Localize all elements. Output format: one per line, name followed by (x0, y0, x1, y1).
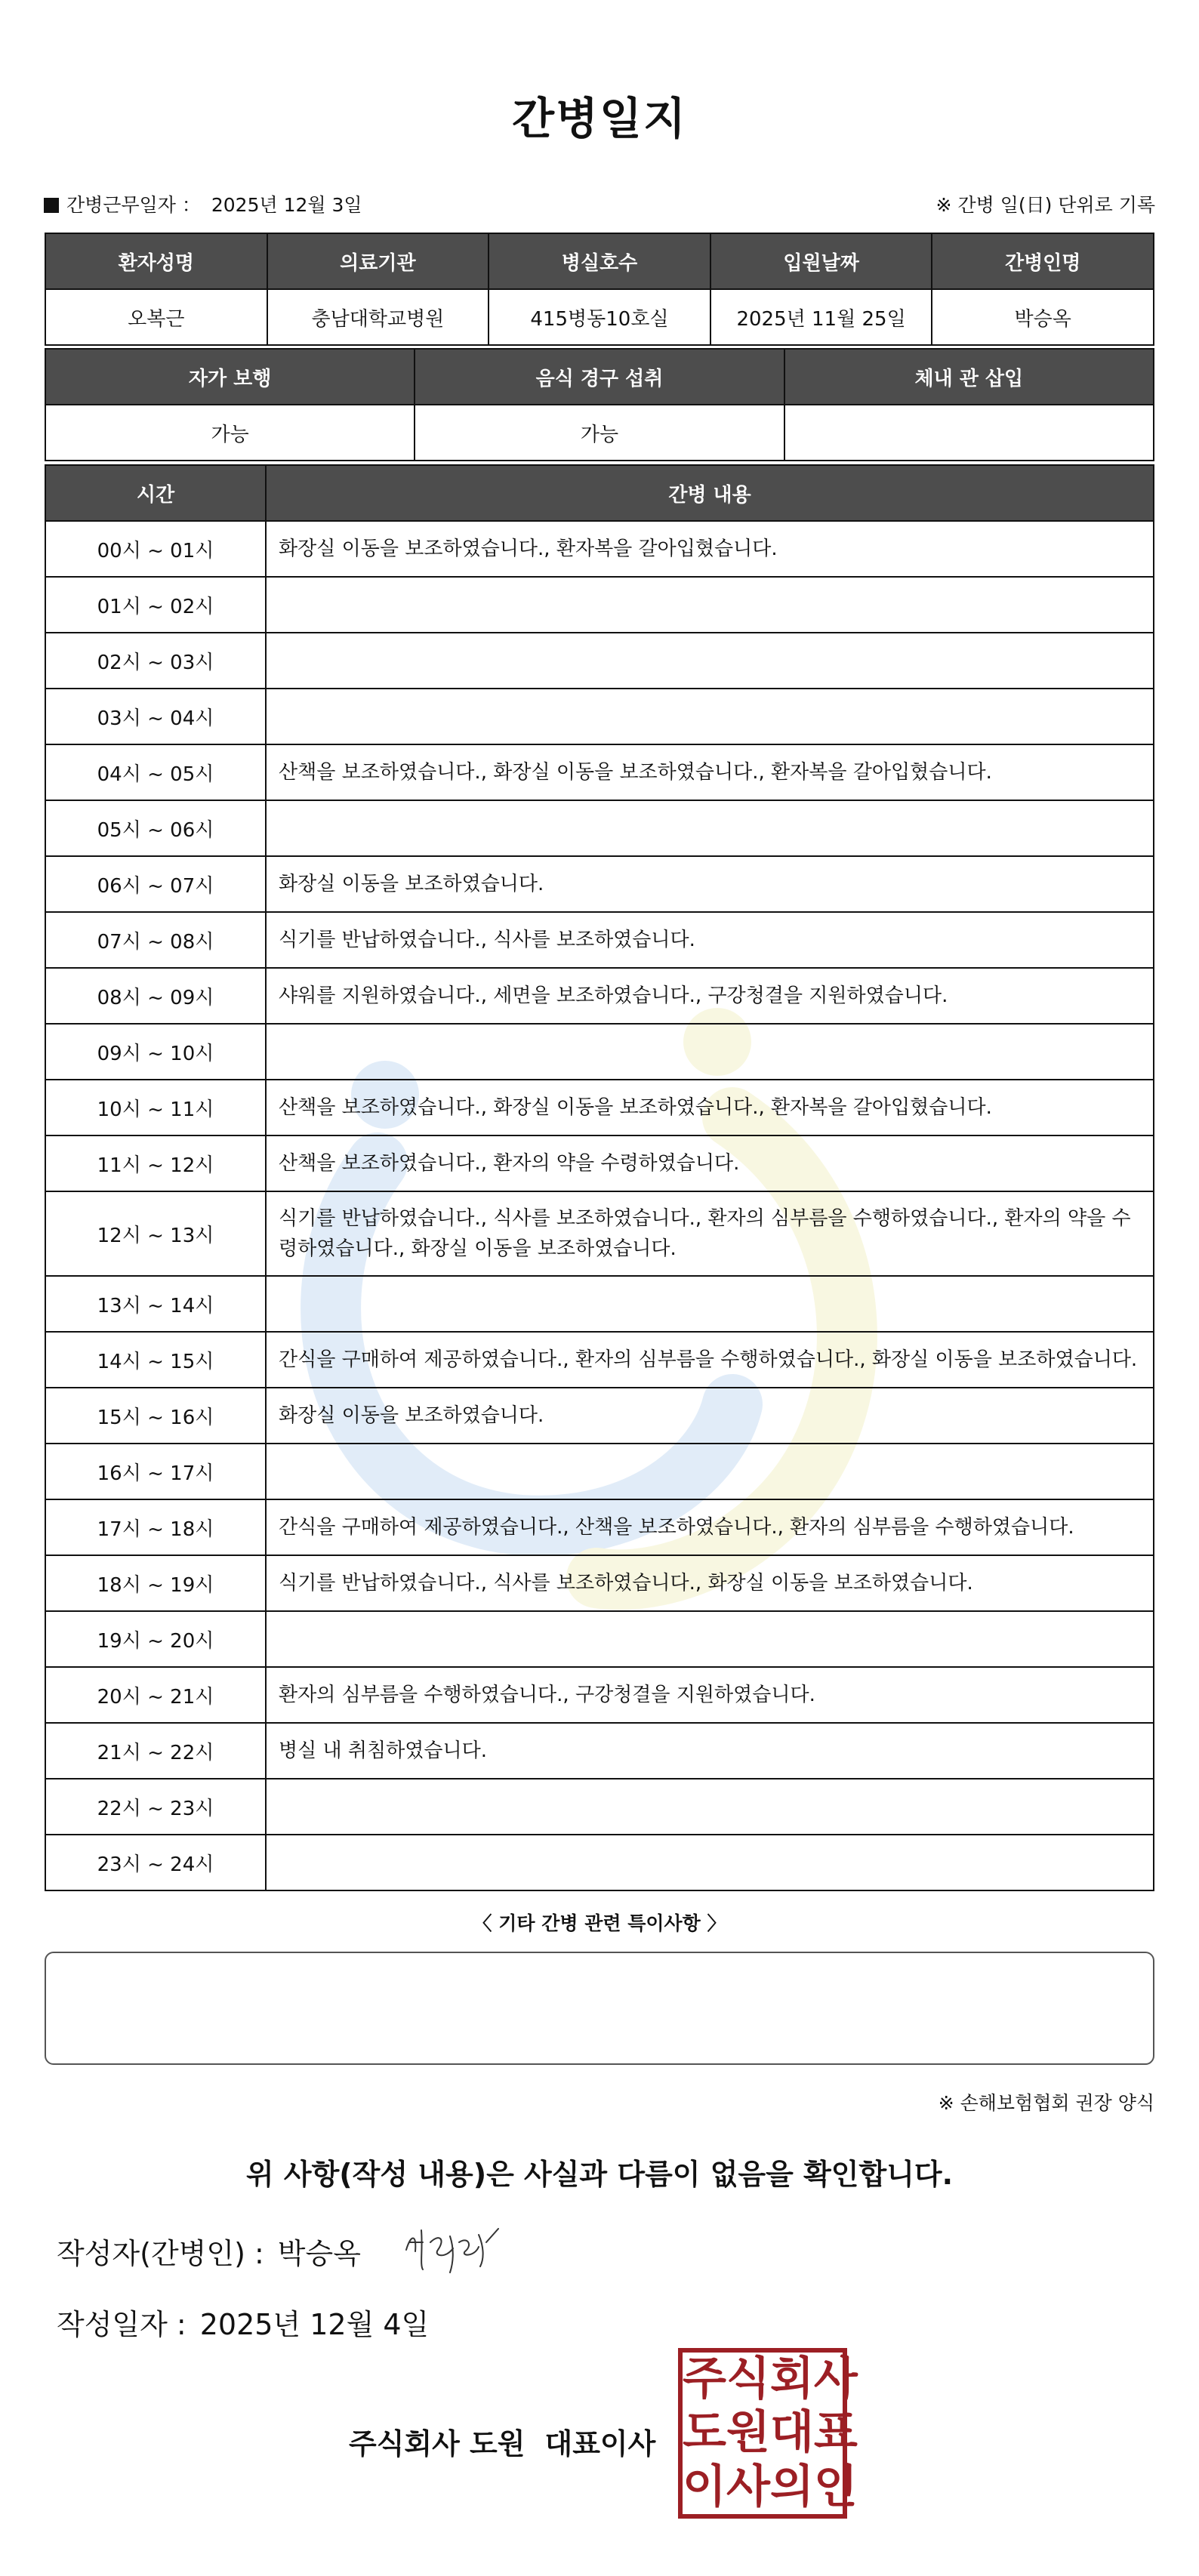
table-row (45, 1135, 1154, 1191)
time-slot: 01시 ~ 02시 (45, 577, 266, 633)
care-content: 식기를 반납하였습니다., 식사를 보조하였습니다., 환자의 심부름을 수행하였습니다., 환자의 약을 수령하였습니다., 화장실 이동을 보조하였습니다. (266, 1191, 1154, 1276)
care-content: 산책을 보조하였습니다., 화장실 이동을 보조하였습니다., 환자복을 갈아입혔습니다. (266, 744, 1154, 800)
care-content: 화장실 이동을 보조하였습니다. (266, 1388, 1154, 1444)
header-time: 시간 (45, 465, 266, 521)
time-slot: 03시 ~ 04시 (45, 689, 266, 744)
care-content: 환자의 심부름을 수행하였습니다., 구강청결을 지원하였습니다. (266, 1667, 1154, 1723)
table-row (45, 856, 1154, 912)
care-content (266, 577, 1154, 633)
confirmation-statement: 위 사항(작성 내용)은 사실과 다름이 없음을 확인합니다. (245, 2158, 954, 2191)
writer-name: 박승옥 (277, 2237, 361, 2270)
time-slot: 21시 ~ 22시 (45, 1723, 266, 1779)
seal-char: 이 (683, 2460, 726, 2513)
work-date-value: 2025년 12월 3일 (211, 194, 362, 216)
seal-char: 회 (769, 2353, 814, 2405)
care-content: 간식을 구매하여 제공하였습니다., 산책을 보조하였습니다., 환자의 심부름을 수행하였습니다. (266, 1499, 1154, 1555)
table-header-row (45, 465, 1154, 521)
written-date-value: 2025년 12월 4일 (199, 2308, 430, 2341)
care-content (266, 1444, 1154, 1499)
room-number: 415병동10호실 (489, 289, 710, 345)
care-content: 간식을 구매하여 제공하였습니다., 환자의 심부름을 수행하였습니다., 화장실 이동을 보조하였습니다. (266, 1332, 1154, 1388)
time-slot: 15시 ~ 16시 (45, 1388, 266, 1444)
time-slot: 12시 ~ 13시 (45, 1191, 266, 1276)
care-content: 화장실 이동을 보조하였습니다. (266, 856, 1154, 912)
writer-label: 작성자(간병인) : (57, 2237, 264, 2270)
written-date-label: 작성일자 : (57, 2308, 186, 2341)
time-slot: 23시 ~ 24시 (45, 1835, 266, 1890)
seal-char: 원 (726, 2406, 770, 2460)
table-row (45, 405, 1154, 461)
seal-char: 사 (726, 2460, 770, 2513)
time-slot: 16시 ~ 17시 (45, 1444, 266, 1499)
care-content (266, 689, 1154, 744)
table-row (45, 1388, 1154, 1444)
time-slot: 14시 ~ 15시 (45, 1332, 266, 1388)
care-content (266, 1779, 1154, 1835)
header-admission-date: 입원날짜 (710, 233, 932, 289)
seal-char: 사 (813, 2353, 858, 2405)
table-header-row (45, 233, 1154, 289)
header-self-walking: 자가 보행 (45, 349, 415, 405)
ceo-title: 대표이사 (544, 2427, 656, 2460)
time-slot: 07시 ~ 08시 (45, 912, 266, 968)
care-content: 산책을 보조하였습니다., 환자의 약을 수령하였습니다. (266, 1135, 1154, 1191)
table-row (45, 1191, 1154, 1276)
time-slot: 17시 ~ 18시 (45, 1499, 266, 1555)
table-row (45, 1499, 1154, 1555)
time-slot: 11시 ~ 12시 (45, 1135, 266, 1191)
patient-name: 오복근 (45, 289, 267, 345)
hospital: 충남대학교병원 (267, 289, 489, 345)
time-slot: 13시 ~ 14시 (45, 1276, 266, 1332)
time-slot: 10시 ~ 11시 (45, 1080, 266, 1135)
seal-char: 대 (769, 2406, 814, 2460)
care-content: 병실 내 취침하였습니다. (266, 1723, 1154, 1779)
oral-intake-value: 가능 (415, 405, 784, 461)
care-content: 식기를 반납하였습니다., 식사를 보조하였습니다. (266, 912, 1154, 968)
table-row (45, 968, 1154, 1024)
admission-date: 2025년 11월 25일 (710, 289, 932, 345)
header-hospital: 의료기관 (267, 233, 489, 289)
table-row (45, 1667, 1154, 1723)
care-content (266, 800, 1154, 856)
special-notes-title: 〈 기타 간병 관련 특이사항 〉 (473, 1912, 726, 1934)
header-tube-insertion: 체내 관 삽입 (784, 349, 1154, 405)
time-slot: 09시 ~ 10시 (45, 1024, 266, 1080)
table-row (45, 1779, 1154, 1835)
care-content (266, 1611, 1154, 1667)
table-row (45, 1555, 1154, 1611)
tube-insertion-value (784, 405, 1154, 461)
time-slot: 08시 ~ 09시 (45, 968, 266, 1024)
patient-info-table (45, 233, 1154, 346)
table-row (45, 1276, 1154, 1332)
work-date-label: 간병근무일자 ： (66, 194, 201, 216)
care-log-table (45, 464, 1154, 1891)
seal-char: 인 (813, 2460, 858, 2513)
seal-char: 표 (813, 2406, 858, 2460)
special-notes-box (45, 1952, 1154, 2065)
care-content: 식기를 반납하였습니다., 식사를 보조하였습니다., 화장실 이동을 보조하였습니다. (266, 1555, 1154, 1611)
table-row (45, 1444, 1154, 1499)
time-slot: 00시 ~ 01시 (45, 521, 266, 577)
time-slot: 02시 ~ 03시 (45, 633, 266, 689)
care-content: 화장실 이동을 보조하였습니다., 환자복을 갈아입혔습니다. (266, 521, 1154, 577)
work-date-row (44, 190, 1155, 223)
table-row (45, 577, 1154, 633)
time-slot: 20시 ~ 21시 (45, 1667, 266, 1723)
signature-icon (400, 2220, 506, 2280)
care-content (266, 633, 1154, 689)
header-room: 병실호수 (489, 233, 710, 289)
time-slot: 19시 ~ 20시 (45, 1611, 266, 1667)
care-content (266, 1024, 1154, 1080)
caregiver-name: 박승옥 (932, 289, 1154, 345)
writer-row (57, 2230, 361, 2272)
care-content (266, 1835, 1154, 1890)
table-row (45, 689, 1154, 744)
table-row (45, 912, 1154, 968)
patient-condition-table (45, 348, 1154, 461)
time-slot: 22시 ~ 23시 (45, 1779, 266, 1835)
table-row (45, 744, 1154, 800)
time-slot: 06시 ~ 07시 (45, 856, 266, 912)
table-row (45, 1611, 1154, 1667)
seal-char: 주 (683, 2353, 726, 2405)
table-header-row (45, 349, 1154, 405)
table-row (45, 800, 1154, 856)
seal-char: 의 (769, 2460, 814, 2513)
time-slot: 18시 ~ 19시 (45, 1555, 266, 1611)
company-name: 주식회사 도원 (349, 2427, 526, 2460)
seal-char: 도 (683, 2406, 726, 2460)
time-slot: 05시 ~ 06시 (45, 800, 266, 856)
table-row (45, 1723, 1154, 1779)
seal-char: 식 (726, 2353, 770, 2405)
form-source-note: ※ 손해보험협회 권장 양식 (938, 2092, 1154, 2114)
table-row (45, 1024, 1154, 1080)
care-content: 샤워를 지원하였습니다., 세면을 보조하였습니다., 구강청결을 지원하였습니다. (266, 968, 1154, 1024)
written-date-row (57, 2301, 429, 2343)
table-row (45, 289, 1154, 345)
header-caregiver-name: 간병인명 (932, 233, 1154, 289)
care-content: 산책을 보조하였습니다., 화장실 이동을 보조하였습니다., 환자복을 갈아입혔습니다. (266, 1080, 1154, 1135)
table-row (45, 1080, 1154, 1135)
care-log-rows (45, 521, 1154, 1890)
header-care-content: 간병 내용 (266, 465, 1154, 521)
header-patient-name: 환자성명 (45, 233, 267, 289)
table-row (45, 633, 1154, 689)
table-row (45, 521, 1154, 577)
time-slot: 04시 ~ 05시 (45, 744, 266, 800)
care-content (266, 1276, 1154, 1332)
company-seal (678, 2348, 858, 2519)
table-row (45, 1835, 1154, 1890)
square-bullet-icon (44, 198, 59, 213)
table-row (45, 1332, 1154, 1388)
daily-record-note: ※ 간병 일(日) 단위로 기록 (935, 194, 1155, 216)
company-signature-line (349, 2420, 655, 2462)
header-oral-intake: 음식 경구 섭취 (415, 349, 784, 405)
page-title: 간병일지 (511, 93, 688, 144)
self-walking-value: 가능 (45, 405, 415, 461)
